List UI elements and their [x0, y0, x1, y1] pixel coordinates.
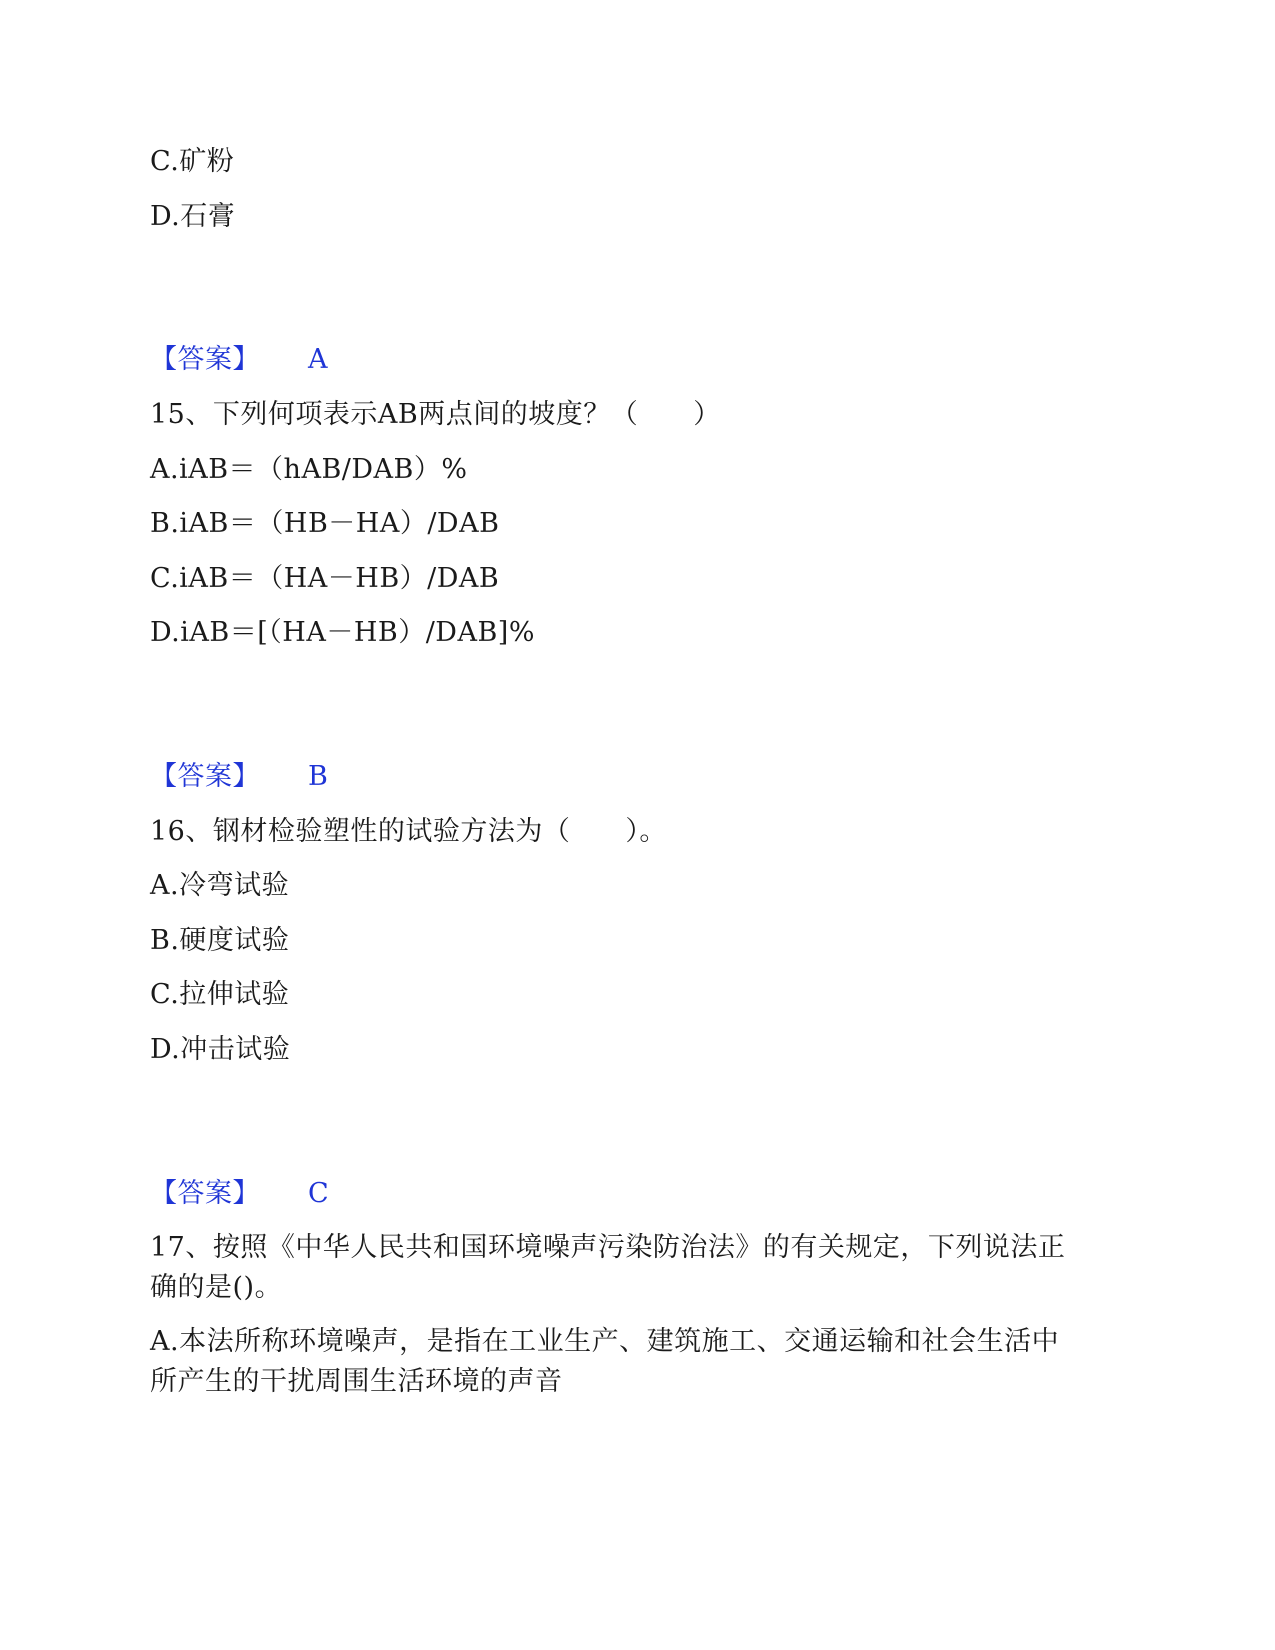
answer-label: 【答案】 — [150, 1178, 260, 1209]
q15-answer — [150, 759, 329, 795]
answer-label: 【答案】 — [150, 761, 260, 792]
q16-option-d: D.冲击试验 — [150, 1034, 291, 1065]
q16-option-b: B.硬度试验 — [150, 925, 290, 956]
q15-option-a: A.iAB＝（hAB/DAB）% — [150, 454, 468, 485]
answer-value: B — [308, 761, 329, 792]
q14-answer — [150, 342, 328, 378]
q16-option-c: C.拉伸试验 — [150, 979, 290, 1010]
q14-option-c: C.矿粉 — [150, 146, 235, 177]
q17-stem-line-1: 17、按照《中华人民共和国环境噪声污染防治法》的有关规定，下列说法正 — [150, 1232, 1066, 1263]
q15-stem: 15、下列何项表示AB两点间的坡度？（ ） — [150, 399, 721, 430]
answer-label: 【答案】 — [150, 344, 260, 375]
q16-option-a: A.冷弯试验 — [150, 870, 290, 901]
q16-answer — [150, 1176, 330, 1212]
q17-stem-line-2: 确的是()。 — [150, 1272, 283, 1303]
answer-value: A — [308, 344, 328, 375]
q14-option-d: D.石膏 — [150, 201, 236, 232]
q17-option-a-line-1: A.本法所称环境噪声，是指在工业生产、建筑施工、交通运输和社会生活中 — [150, 1326, 1060, 1357]
q16-stem: 16、钢材检验塑性的试验方法为（ ）。 — [150, 816, 667, 847]
answer-value: C — [308, 1178, 330, 1209]
q15-option-b: B.iAB＝（HB－HA）/DAB — [150, 508, 500, 539]
q15-option-c: C.iAB＝（HA－HB）/DAB — [150, 563, 500, 594]
q17-option-a-line-2: 所产生的干扰周围生活环境的声音 — [150, 1366, 563, 1397]
q15-option-d: D.iAB＝[（HA－HB）/DAB]% — [150, 617, 535, 648]
